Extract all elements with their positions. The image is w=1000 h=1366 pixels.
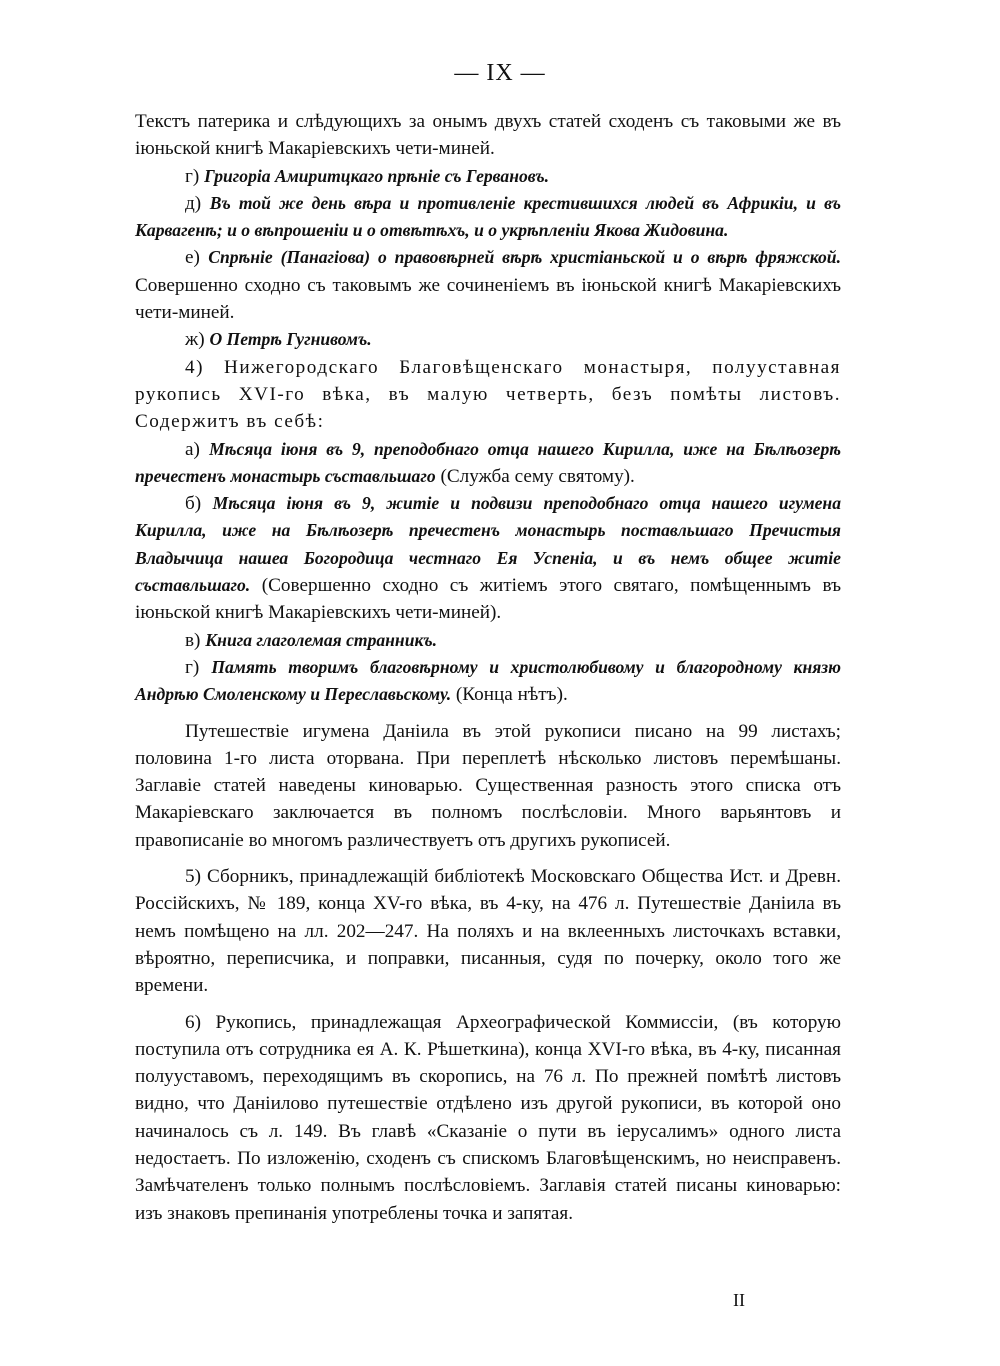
paragraph-text: 4) Нижегородскаго Благовѣщенскаго монастыря, полууставная рукопись XVI-го вѣка, въ малую четверть, безъ помѣты листовъ. Содержитъ въ себѣ: [135,356,841,433]
page-number-header: — IX — [454,60,546,86]
list-item [135,436,841,491]
item-title-italic: Память творимъ благовѣрному и христолюбивому и благородному князю Андрѣю Смоленскому и Переславьскому. [135,656,842,705]
item-note: (Конца нѣтъ). [455,684,568,706]
item-title-italic: Спрѣніе (Панагіова) о правовѣрней вѣрѣ христіаньской и о вѣрѣ фряжской. [208,247,841,268]
list-item [135,190,841,245]
item-note: Совершенно сходно съ таковымъ же сочиненіемъ въ іюньской книгѣ Макаріевскихъ чети-миней. [135,274,841,324]
item-label: е) [185,247,200,269]
item-label: ж) [185,329,205,351]
paragraph-text: 6) Рукопись, принадлежащая Археографической Коммиссіи, (въ которую поступила отъ сотрудника ея А. К. Рѣшеткина), конца XVI-го вѣка, въ 4-ку, писанная полууставомъ, переходящимъ въ скоропись, на 76 л. По прежней помѣтѣ листовъ видно, что Даніилово путешествіе отдѣлено изъ другой рукописи, въ которой оно начиналось съ л. 149. Въ главѣ «Сказаніе о пути въ іерусалимъ» одного листа недостаетъ. По изложенію, сходенъ съ спискомъ Благовѣщенскимъ, но неисправенъ. Замѣчателенъ только полнымъ послѣсловіемъ. Заглавія статей писаны киноварью: изъ знаковъ препинанія употреблены точка и запятая. [135,1011,841,1224]
list-item [135,326,841,353]
paragraph-text: 5) Сборникъ, принадлежащій библіотекѣ Московскаго Общества Ист. и Древн. Россійскихъ, № 189, конца XV-го вѣка, въ 4-ку, на 476 л. Путешествіе Даніила въ немъ помѣщено на лл. 202—247. На поляхъ и на вклеенныхъ листочкахъ вставки, вѣроятно, переписчика, и поправки, писанныя, судя по почерку, около того же времени. [135,866,841,997]
item-title-italic: Въ той же день вѣра и противленіе крестившихся людей въ Африкіи, и въ Карвагенѣ; и о вѣпрошеніи и о отвѣтѣхъ, и о укрѣпленіи Якова Жидовина. [135,192,841,241]
item-title-italic: Мѣсяца іюня въ 9, преподобнаго отца нашего Кирилла, иже на Бѣлѣозерѣ пречестенъ монастырь съставльшаго [135,438,842,486]
item-title-italic: О Петрѣ Гугнивомъ. [209,329,372,350]
list-item [135,490,841,626]
manuscript-entry [135,354,841,436]
list-item [135,654,841,709]
item-note: (Служба сему святому). [440,465,635,487]
item-label: в) [185,629,201,651]
list-item [135,244,841,326]
item-label: д) [185,192,202,214]
item-label: г) [185,165,200,187]
item-title-italic: Книга глаголемая странникъ. [205,629,438,650]
item-title-italic: Мѣсяца іюня въ 9, житіе и подвизи преподобнаго отца нашего игумена Кирилла, иже на Бѣлѣозерѣ пречестенъ монастырь поставльшаго Пречистыя Владычица нашеа Богородица честнаго Ея Успеніа, и въ немъ общее житіе съставльшаго. [135,493,841,596]
list-item [135,163,841,190]
signature-mark: II [733,1290,745,1310]
document-body [135,108,841,1227]
paragraph [135,718,841,854]
item-note: (Совершенно сходно съ житіемъ этого святаго, помѣщеннымъ въ іюньской книгѣ Макаріевскихъ чети-миней). [135,575,841,624]
manuscript-entry [135,1009,841,1227]
item-label: г) [185,656,200,678]
paragraph-text: Путешествіе игумена Даніила въ этой рукописи писано на 99 листахъ; половина 1-го листа оторвана. При переплетѣ нѣсколько листовъ перемѣшаны. Заглавіе статей наведены киноварью. Существенная разность этого списка отъ Макаріевскаго заключается въ полномъ послѣсловіи. Много варьянтовъ и правописаніе во многомъ различествуетъ отъ другихъ рукописей. [135,720,841,851]
item-title-italic: Григоріа Амиритцкаго прѣніе съ Гервановъ. [204,165,550,186]
list-item [135,627,841,654]
paragraph [135,108,841,163]
item-label: б) [185,493,202,515]
paragraph-text: Текстъ патерика и слѣдующихъ за онымъ двухъ статей сходенъ съ таковыми же въ іюньской книгѣ Макаріевскихъ чети-миней. [135,111,841,160]
item-label: а) [185,438,200,460]
manuscript-entry [135,863,841,999]
